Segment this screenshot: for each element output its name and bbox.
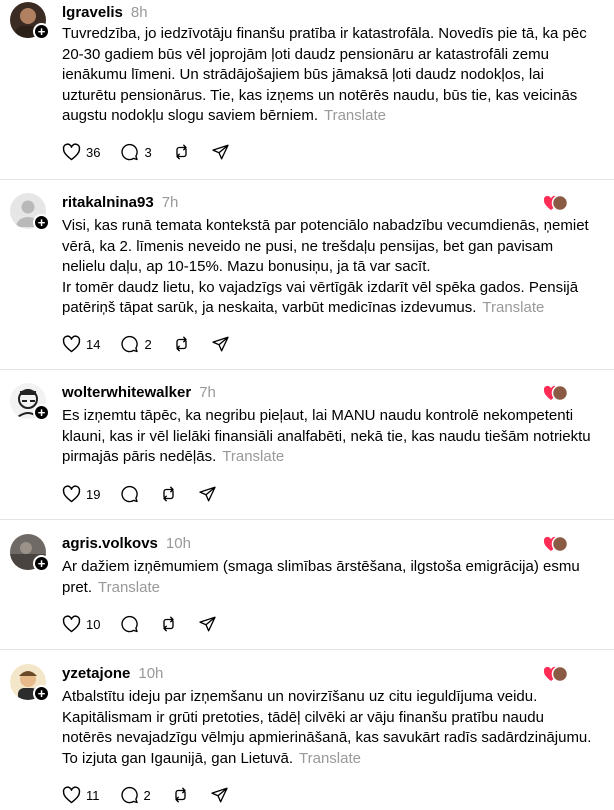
repost-button[interactable]: [171, 786, 190, 804]
send-icon: [210, 786, 229, 804]
heart-icon: [62, 485, 81, 503]
reply-button[interactable]: [120, 143, 151, 161]
like-count: 19: [86, 486, 101, 502]
translate-link[interactable]: Translate: [299, 749, 361, 767]
like-button[interactable]: [62, 615, 100, 633]
like-button[interactable]: [62, 143, 100, 161]
share-button[interactable]: [198, 485, 217, 503]
follow-plus-icon[interactable]: +: [33, 685, 50, 702]
share-button[interactable]: [198, 615, 217, 633]
share-button[interactable]: [211, 335, 230, 353]
like-count: 10: [86, 616, 101, 632]
post: [0, 370, 614, 520]
post-actions: [62, 142, 250, 162]
repost-icon: [171, 786, 190, 804]
post-body: Visi, kas runā temata kontekstā par potenciālo nabadzību vecumdienās, ņemiet vērā, ka 2. līmenis neveido ne pusi, ne trešdaļu pensijas, bet gan pavisam nelielu daļu, ap 10-15%. Mazu bonusiņu, ja tā var sacīt. Ir tomēr daudz lietu, ko vajadzīgs vai vērtīgāk izdarīt vēl spēka gados. Pensijā patēriņš tāpat sarūk, ja neskaita, varbūt medicīnas izdevumus.: [62, 217, 589, 316]
post-text: [62, 24, 598, 127]
reactor-avatars[interactable]: [544, 194, 568, 212]
username[interactable]: wolterwhitewalker: [62, 384, 192, 401]
reply-button[interactable]: [120, 786, 151, 804]
post: [0, 0, 614, 180]
like-count: 14: [86, 336, 101, 352]
like-count: 11: [86, 787, 100, 803]
post-actions: [62, 785, 249, 805]
post-body: Ar dažiem izņēmumiem (smaga slimības ārstēšana, ilgstoša emigrācija) esmu pret.: [62, 558, 580, 596]
reactor-avatars[interactable]: [544, 535, 568, 553]
post-body: Tuvredzība, jo iedzīvotāju finanšu pratība ir katastrofāla. Novedīs pie tā, ka pēc 20-30 gadiem būs vēl joprojām ļoti daudz pensionāru ar katastrofāli zemu ienākumu līmeni. Un strādājošajiem būs jāmaksā ļoti daudz nodokļos, lai uzturētu pensionārus. Tie, kas izņems un notērēs naudu, būs tie, kas veicinās augstu nodokļu slogu saviem bērniem.: [62, 25, 587, 124]
heart-icon: [62, 335, 81, 353]
post-actions: [62, 334, 250, 354]
repost-button[interactable]: [159, 485, 178, 503]
post-actions: [62, 614, 237, 634]
comment-icon: [120, 485, 139, 503]
reactor-avatars[interactable]: [544, 665, 568, 683]
post-text: [62, 406, 598, 468]
repost-icon: [159, 615, 178, 633]
timestamp[interactable]: 8h: [130, 4, 148, 21]
username[interactable]: ritakalnina93: [62, 194, 154, 211]
username[interactable]: yzetajone: [62, 665, 131, 682]
reply-button[interactable]: [120, 485, 139, 503]
timestamp[interactable]: 10h: [138, 665, 164, 682]
comment-icon: [120, 143, 139, 161]
post-body: Es izņemtu tāpēc, ka negribu pieļaut, lai MANU naudu kontrolē nekompetenti klauni, kas ir vēl lielāki finansiāli analfabēti, nekā tie, kas naudu tiešām notriektu pirmajās pāris nedēļās.: [62, 407, 591, 465]
reply-button[interactable]: [120, 615, 139, 633]
repost-icon: [172, 143, 191, 161]
send-icon: [198, 485, 217, 503]
like-button[interactable]: [62, 485, 100, 503]
repost-icon: [172, 335, 191, 353]
post-text: [62, 216, 598, 319]
username[interactable]: lgravelis: [62, 4, 123, 21]
send-icon: [198, 615, 217, 633]
translate-link[interactable]: Translate: [482, 299, 545, 316]
post-header: [62, 535, 191, 553]
post: [0, 520, 614, 650]
reactor-avatars[interactable]: [544, 384, 568, 402]
reply-count: 3: [144, 144, 152, 160]
like-button[interactable]: [62, 335, 100, 353]
reply-count: 2: [143, 787, 151, 803]
reply-button[interactable]: [120, 335, 151, 353]
post-text: [62, 687, 598, 769]
post-header: [62, 194, 178, 212]
repost-button[interactable]: [172, 143, 191, 161]
post-header: [62, 384, 216, 402]
repost-button[interactable]: [159, 615, 178, 633]
comment-icon: [120, 335, 139, 353]
post-header: [62, 4, 148, 22]
share-button[interactable]: [211, 143, 230, 161]
reply-count: 2: [144, 336, 152, 352]
comment-icon: [120, 786, 139, 804]
translate-link[interactable]: Translate: [323, 107, 386, 124]
repost-button[interactable]: [172, 335, 191, 353]
like-count: 36: [86, 144, 101, 160]
send-icon: [211, 335, 230, 353]
follow-plus-icon[interactable]: +: [33, 555, 50, 572]
username[interactable]: agris.volkovs: [62, 535, 158, 552]
post-text: [62, 557, 598, 598]
repost-icon: [159, 485, 178, 503]
heart-icon: [62, 615, 81, 633]
timestamp[interactable]: 7h: [161, 194, 179, 211]
timestamp[interactable]: 10h: [165, 535, 191, 552]
follow-plus-icon[interactable]: +: [33, 214, 50, 231]
post-actions: [62, 484, 237, 504]
send-icon: [211, 143, 230, 161]
follow-plus-icon[interactable]: +: [33, 23, 50, 40]
share-button[interactable]: [210, 786, 229, 804]
heart-icon: [62, 786, 81, 804]
comment-icon: [120, 615, 139, 633]
like-button[interactable]: [62, 786, 100, 804]
timestamp[interactable]: 7h: [199, 384, 216, 401]
heart-icon: [62, 143, 81, 161]
post: [0, 180, 614, 370]
post-header: [62, 665, 163, 683]
post: [0, 650, 614, 810]
post-body: Atbalstītu ideju par izņemšanu un novirzīšanu uz citu ieguldījuma veidu. Kapitālismam ir grūti pretoties, tādēļ cilvēki ar vāju finanšu pratību naudu notērēs nevajadzīgu vēlmju apmierināšanā, kas savukārt radīs sadārdzinājumu. To izjuta gan Igaunijā, gan Lietuvā.: [62, 688, 592, 767]
translate-link[interactable]: Translate: [222, 448, 285, 465]
translate-link[interactable]: Translate: [98, 578, 160, 596]
follow-plus-icon[interactable]: +: [33, 404, 50, 421]
